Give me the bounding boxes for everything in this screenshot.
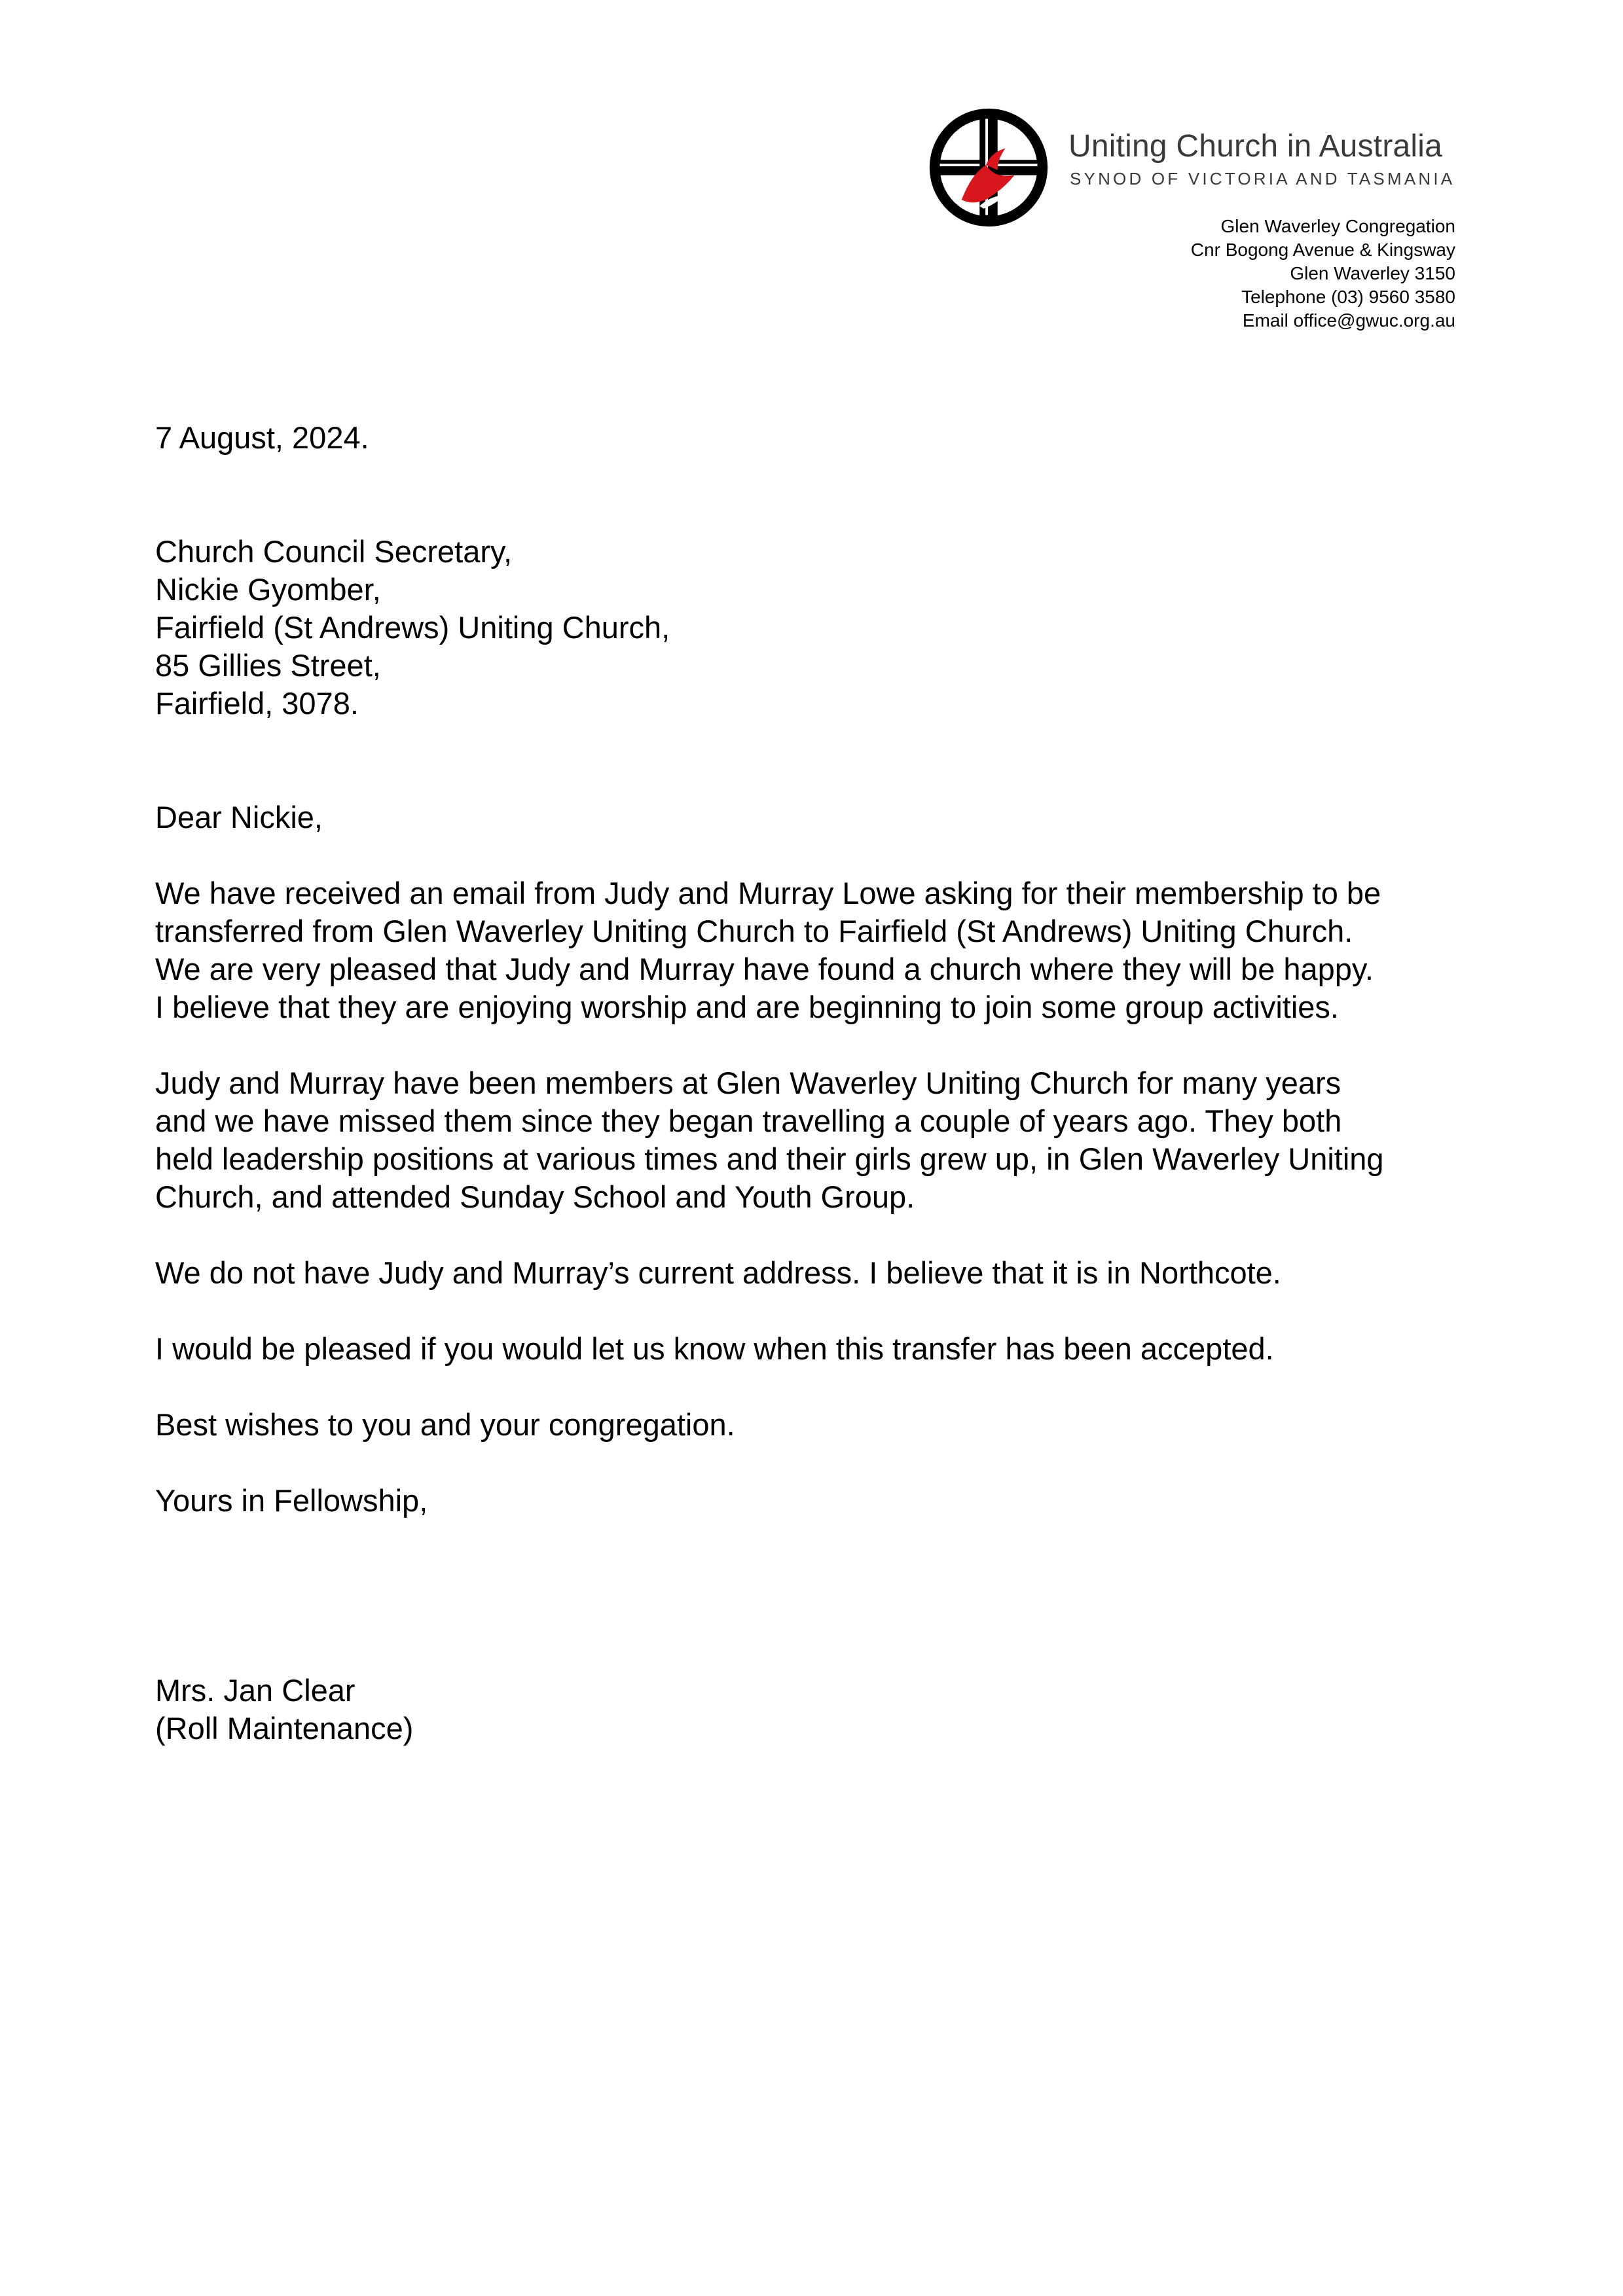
text-line: Judy and Murray have been members at Glen Waverley Uniting Church for many years (155, 1066, 1341, 1100)
text-line: We have received an email from Judy and Murray Lowe asking for their membership to be (155, 876, 1381, 910)
recipient-line: Church Council Secretary, (155, 534, 513, 569)
recipient-line: 85 Gillies Street, (155, 648, 381, 683)
recipient-address (155, 533, 1471, 723)
text-line: We are very pleased that Judy and Murray have found a church where they will be happy. (155, 952, 1374, 986)
recipient-line: Fairfield (St Andrews) Uniting Church, (155, 610, 670, 645)
signature-block (155, 1672, 1471, 1748)
address-line: Cnr Bogong Avenue & Kingsway (1190, 240, 1455, 260)
signer-role: (Roll Maintenance) (155, 1711, 414, 1746)
email-line: Email office@gwuc.org.au (1242, 310, 1455, 331)
text-line: I believe that they are enjoying worship and are beginning to join some group activities. (155, 990, 1339, 1024)
sender-address-block (1191, 215, 1455, 332)
paragraph-request (155, 874, 1471, 1026)
org-name: Uniting Church in Australia (1068, 129, 1443, 164)
text-line: held leadership positions at various times and their girls grew up, in Glen Waverley Uniting (155, 1141, 1384, 1176)
text-line: and we have missed them since they began travelling a couple of years ago. They both (155, 1103, 1342, 1138)
recipient-line: Fairfield, 3078. (155, 686, 359, 721)
paragraph-wishes (155, 1406, 1471, 1444)
text-line: transferred from Glen Waverley Uniting Church to Fairfield (St Andrews) Uniting Church. (155, 914, 1353, 948)
signer-name: Mrs. Jan Clear (155, 1673, 356, 1708)
text-line: I would be pleased if you would let us know when this transfer has been accepted. (155, 1331, 1274, 1366)
paragraph-history (155, 1064, 1471, 1216)
org-subtitle: SYNOD OF VICTORIA AND TASMANIA (1070, 169, 1455, 188)
letter-date: 7 August, 2024. (155, 420, 369, 455)
letterhead (0, 0, 1623, 340)
paragraph-address (155, 1254, 1471, 1292)
uniting-church-logo-icon (924, 103, 1053, 232)
salutation: Dear Nickie, (155, 800, 323, 834)
text-line: Best wishes to you and your congregation. (155, 1407, 735, 1442)
closing: Yours in Fellowship, (155, 1483, 428, 1518)
letter-body (155, 419, 1471, 1748)
phone-line: Telephone (03) 9560 3580 (1241, 287, 1455, 307)
address-line: Glen Waverley Congregation (1220, 216, 1455, 236)
recipient-line: Nickie Gyomber, (155, 572, 381, 607)
text-line: We do not have Judy and Murray’s current address. I believe that it is in Northcote. (155, 1255, 1281, 1290)
paragraph-request-confirmation (155, 1330, 1471, 1368)
text-line: Church, and attended Sunday School and Youth Group. (155, 1179, 915, 1214)
address-line: Glen Waverley 3150 (1290, 263, 1455, 283)
